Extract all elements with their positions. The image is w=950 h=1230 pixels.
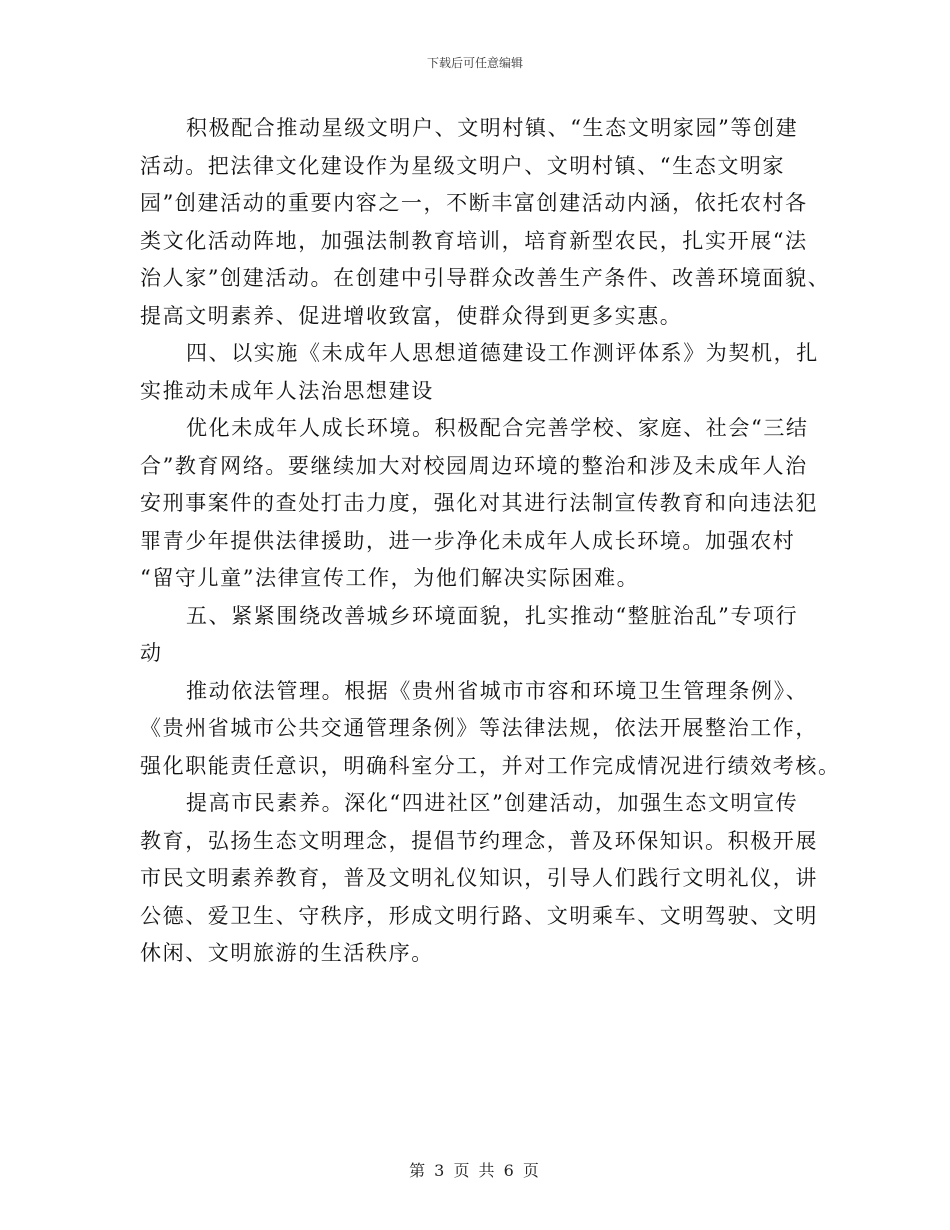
- paragraph-line: 休闲、文明旅游的生活秩序。: [140, 941, 434, 965]
- paragraph-line: 公德、爱卫生、守秩序，形成文明行路、文明乘车、文明驾驶、文明: [140, 903, 818, 928]
- paragraph-line: 强化职能责任意识，明确科室分工，并对工作完成情况进行绩效考核。: [140, 753, 841, 778]
- paragraph-line: 活动。把法律文化建设作为星级文明户、文明村镇、“生态文明家: [140, 153, 786, 178]
- paragraph-line: “留守儿童”法律宣传工作，为他们解决实际困难。: [140, 566, 640, 590]
- paragraph-line: 提高市民素养。深化“四进社区”创建活动，加强生态文明宣传: [186, 791, 799, 815]
- section-heading-line: 动: [140, 641, 163, 665]
- section-heading-line: 实推动未成年人法治思想建设: [140, 378, 434, 403]
- paragraph-line: 推动依法管理。根据《贵州省城市市容和环境卫生管理条例》、: [186, 678, 809, 703]
- paragraph-line: 提高文明素养、促进增收致富，使群众得到更多实惠。: [140, 303, 683, 328]
- page-number-footer: 第 3 页 共 6 页: [409, 1161, 541, 1180]
- document-body: [140, 110, 841, 973]
- paragraph-line: 优化未成年人成长环境。积极配合完善学校、家庭、社会“三结: [186, 416, 809, 440]
- paragraph-line: 治人家”创建活动。在创建中引导群众改善生产条件、改善环境面貌、: [140, 266, 831, 290]
- paragraph-line: 合”教育网络。要继续加大对校园周边环境的整治和涉及未成年人治: [140, 453, 808, 478]
- paragraph-line: 罪青少年提供法律援助，进一步净化未成年人成长环境。加强农村: [140, 528, 796, 553]
- paragraph-line: 类文化活动阵地，加强法制教育培训，培育新型农民，扎实开展“法: [140, 228, 808, 253]
- paragraph-line: 安刑事案件的查处打击力度，强化对其进行法制宣传教育和向违法犯: [140, 491, 818, 515]
- paragraph-line: 教育，弘扬生态文明理念，提倡节约理念，普及环保知识。积极开展: [140, 828, 818, 853]
- paragraph-line: 《贵州省城市公共交通管理条例》等法律法规，依法开展整治工作，: [140, 716, 818, 740]
- page-header: 下载后可任意编辑: [426, 56, 523, 70]
- section-heading-line: 四、以实施《未成年人思想道德建设工作测评体系》为契机，扎: [186, 341, 819, 365]
- paragraph-line: 园”创建活动的重要内容之一，不断丰富创建活动内涵，依托农村各: [140, 191, 808, 215]
- section-heading-line: 五、紧紧围绕改善城乡环境面貌，扎实推动“整脏治乱”专项行: [186, 603, 799, 628]
- paragraph-line: 市民文明素养教育，普及文明礼仪知识，引导人们践行文明礼仪，讲: [140, 866, 818, 890]
- paragraph-line: 积极配合推动星级文明户、文明村镇、“生态文明家园”等创建: [186, 116, 799, 140]
